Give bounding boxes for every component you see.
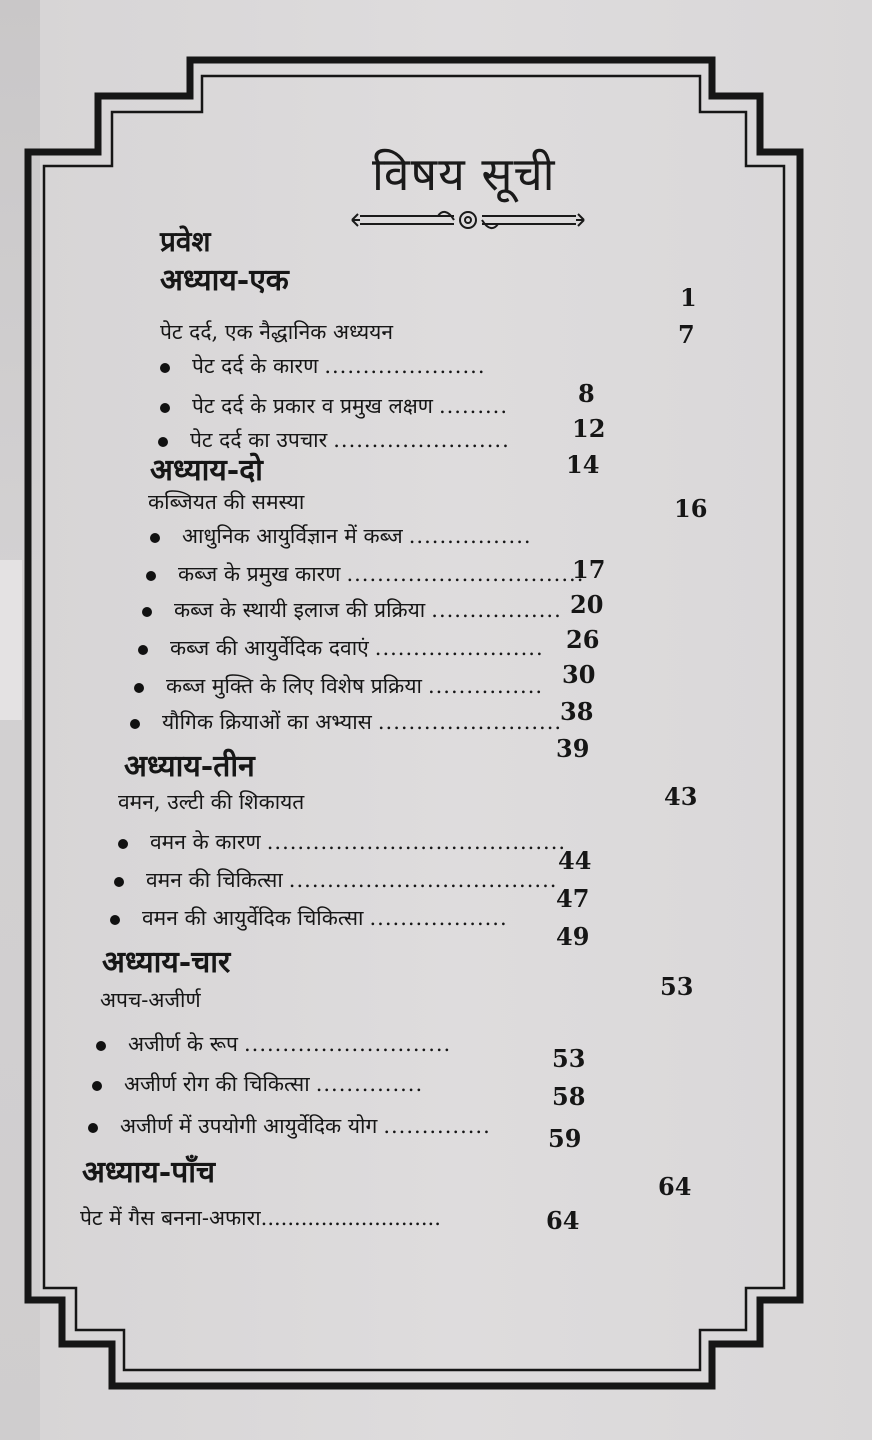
- chapter-subtitle: पेट में गैस बनना-अफारा...........................: [80, 1206, 441, 1230]
- bullet-icon: [160, 363, 170, 373]
- bullet-icon: [160, 403, 170, 413]
- bullet-icon: [138, 645, 148, 655]
- page-number: 59: [548, 1124, 582, 1153]
- page-number: 14: [566, 450, 600, 479]
- item-text: कब्ज के स्थायी इलाज की प्रक्रिया: [174, 598, 426, 622]
- page-number: 26: [566, 625, 600, 654]
- page-number: 64: [546, 1206, 580, 1235]
- page-number: 58: [552, 1082, 586, 1111]
- intro-heading: प्रवेश: [160, 225, 211, 258]
- list-item: अजीर्ण के रूप ...........................: [96, 1030, 451, 1058]
- list-item: वमन की चिकित्सा ...................................: [114, 866, 557, 894]
- bullet-icon: [88, 1123, 98, 1133]
- list-item: कब्ज के स्थायी इलाज की प्रक्रिया .................: [142, 596, 562, 624]
- item-text: पेट दर्द का उपचार: [190, 428, 328, 452]
- item-text: वमन की आयुर्वेदिक चिकित्सा: [142, 906, 364, 930]
- bullet-icon: [158, 437, 168, 447]
- item-text: अजीर्ण में उपयोगी आयुर्वेदिक योग: [120, 1114, 378, 1138]
- page-number: 53: [660, 972, 694, 1001]
- item-text: कब्ज के प्रमुख कारण: [178, 562, 341, 586]
- page-number: 17: [572, 555, 606, 584]
- list-item: वमन की आयुर्वेदिक चिकित्सा ..................: [110, 904, 508, 932]
- page-number: 30: [562, 660, 596, 689]
- bullet-icon: [130, 719, 140, 729]
- list-item: कब्ज के प्रमुख कारण ...............................: [146, 560, 584, 588]
- page-number: 7: [678, 320, 695, 349]
- chapter-subtitle: अपच-अजीर्ण: [100, 988, 201, 1012]
- chapter-heading: अध्याय-दो: [150, 453, 263, 488]
- list-item: यौगिक क्रियाओं का अभ्यास ........................: [130, 708, 562, 736]
- bullet-icon: [92, 1081, 102, 1091]
- item-text: आधुनिक आयुर्विज्ञान में कब्ज: [182, 524, 403, 548]
- list-item: पेट दर्द का उपचार .......................: [158, 426, 510, 454]
- item-text: अजीर्ण रोग की चिकित्सा: [124, 1072, 310, 1096]
- chapter-heading: अध्याय-पाँच: [82, 1155, 216, 1190]
- bullet-icon: [134, 683, 144, 693]
- list-item: आधुनिक आयुर्विज्ञान में कब्ज ................: [150, 522, 532, 550]
- page-number: 44: [558, 846, 592, 875]
- bullet-icon: [146, 571, 156, 581]
- chapter-heading: अध्याय-एक: [160, 263, 289, 298]
- page-number: 39: [556, 734, 590, 763]
- list-item: पेट दर्द के कारण .....................: [160, 352, 486, 380]
- list-item: कब्ज मुक्ति के लिए विशेष प्रक्रिया ...............: [134, 672, 543, 700]
- page-number: 64: [658, 1172, 692, 1201]
- item-text: अजीर्ण के रूप: [128, 1032, 238, 1056]
- list-item: कब्ज की आयुर्वेदिक दवाएं ......................: [138, 634, 544, 662]
- item-text: पेट में गैस बनना-अफारा: [80, 1206, 261, 1230]
- chapter-heading: अध्याय-तीन: [124, 749, 255, 784]
- list-item: वमन के कारण .......................................: [118, 828, 566, 856]
- item-text: यौगिक क्रियाओं का अभ्यास: [162, 710, 372, 734]
- page-number: 8: [578, 379, 595, 408]
- page-number: 53: [552, 1044, 586, 1073]
- bullet-icon: [96, 1041, 106, 1051]
- list-item: अजीर्ण रोग की चिकित्सा ..............: [92, 1070, 423, 1098]
- page-number: 20: [570, 590, 604, 619]
- page-number: 49: [556, 922, 590, 951]
- list-item: पेट दर्द के प्रकार व प्रमुख लक्षण .........: [160, 392, 508, 420]
- page-title: विषय सूची: [372, 147, 556, 201]
- bullet-icon: [118, 839, 128, 849]
- chapter-subtitle: वमन, उल्टी की शिकायत: [118, 790, 305, 814]
- item-text: वमन की चिकित्सा: [146, 868, 283, 892]
- chapter-subtitle: कब्जियत की समस्या: [148, 490, 305, 514]
- page-number: 16: [674, 494, 708, 523]
- page-number: 38: [560, 697, 594, 726]
- item-text: पेट दर्द के प्रकार व प्रमुख लक्षण: [192, 394, 433, 418]
- bullet-icon: [150, 533, 160, 543]
- item-text: वमन के कारण: [150, 830, 261, 854]
- bullet-icon: [142, 607, 152, 617]
- item-text: कब्ज मुक्ति के लिए विशेष प्रक्रिया: [166, 674, 422, 698]
- page-number: 12: [572, 414, 606, 443]
- page-number: 43: [664, 782, 698, 811]
- bullet-icon: [110, 915, 120, 925]
- chapter-subtitle: पेट दर्द, एक नैद्धानिक अध्ययन: [160, 320, 393, 344]
- list-item: अजीर्ण में उपयोगी आयुर्वेदिक योग ..............: [88, 1112, 491, 1140]
- bullet-icon: [114, 877, 124, 887]
- chapter-heading: अध्याय-चार: [102, 945, 231, 980]
- item-text: पेट दर्द के कारण: [192, 354, 319, 378]
- item-text: कब्ज की आयुर्वेदिक दवाएं: [170, 636, 369, 660]
- page-number: 47: [556, 884, 590, 913]
- page-number: 1: [680, 283, 697, 312]
